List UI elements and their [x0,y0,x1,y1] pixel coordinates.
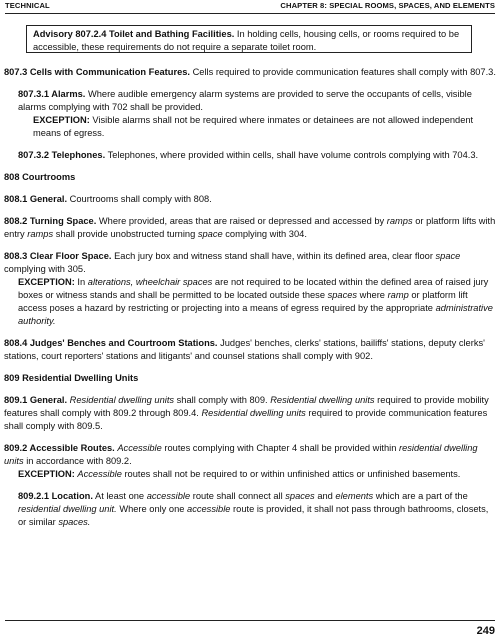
section-807-3 [4,66,496,79]
defined-term: Residential dwelling units [201,408,306,418]
section-808-1 [4,193,496,206]
running-header [5,1,495,13]
defined-term: ramp [387,290,409,300]
defined-term: administrative authority. [18,303,493,326]
section-807-3-title: 807.3 Cells with Communication Features. [4,67,190,77]
page-number: 249 [476,625,495,637]
section-807-3-1-title: 807.3.1 Alarms. [18,89,86,99]
defined-term: Residential dwelling units [69,395,175,405]
text-run: or platform lift access poses a hazard by restricting or projecting into a means of egress required by the appropriate [18,290,468,313]
exception-label: EXCEPTION: [18,277,75,287]
header-chapter-title: CHAPTER 8: SPECIAL ROOMS, SPACES, AND ELEMENTS [280,1,495,10]
defined-term: Accessible [117,443,162,453]
section-809-2-exception [4,468,496,481]
text-run: complying with 304. [225,229,307,239]
text-run: where [359,290,385,300]
defined-term: accessible [187,504,231,514]
section-808-3-title: 808.3 Clear Floor Space. [4,251,112,261]
section-808-2-title: 808.2 Turning Space. [4,216,97,226]
section-809-1 [4,394,496,433]
section-807-3-1-text: Where audible emergency alarm systems are provided to serve the occupants of cells, visible alarms complying with 702 shall be provided. [18,89,472,112]
defined-term: space [197,229,223,239]
section-809-2-1-title: 809.2.1 Location. [18,491,93,501]
section-809-1-title: 809.1 General. [4,395,68,405]
defined-term: Residential dwelling units [270,395,375,405]
section-807-3-text: Cells required to provide communication features shall comply with 807.3. [192,67,496,77]
text-run: Where only one [119,504,185,514]
section-808-3 [4,250,496,276]
text-run: shall comply with 809. [176,395,268,405]
advisory-title: Advisory 807.2.4 Toilet and Bathing Facilities. [33,29,235,39]
section-807-3-1 [4,88,496,114]
defined-term: ramps [386,216,413,226]
defined-term: residential dwelling units [4,443,478,466]
defined-term: residential dwelling unit. [18,504,117,514]
exception-text: Visible alarms shall not be required where inmates or detainees are not allowed independent means of egress. [33,115,474,138]
text-run: Where provided, areas that are raised or depressed and accessed by [98,216,385,226]
advisory-text: In holding cells, housing cells, or rooms required to be accessible, these requirements do not require a separate toilet room. [33,29,460,52]
text-run: complying with 305. [4,264,86,274]
section-808-4-text: Judges' benches, clerks' stations, bailiffs' stations, deputy clerks' stations, court reporters' stations and litigants' and counsel stations shall comply with 902. [4,338,485,361]
text-run: routes complying with Chapter 4 shall be provided within [164,443,397,453]
section-809-2-title: 809.2 Accessible Routes. [4,443,115,453]
text-run: shall provide unobstructed turning [55,229,196,239]
defined-term: spaces [327,290,358,300]
text-run: required to provide communication features shall comply with 809.5. [4,408,488,431]
defined-term: spaces [285,491,315,501]
exception-label: EXCEPTION: [33,115,90,125]
exception-label: EXCEPTION: [18,469,75,479]
advisory-box [26,25,472,53]
text-run: are not required to be located within the defined area of raised jury boxes or witness stands and shall be permitted to be located outside these [18,277,489,300]
section-808-2 [4,215,496,241]
defined-term: spaces. [58,517,91,527]
section-807-3-1-exception [4,114,496,140]
section-808-1-title: 808.1 General. [4,194,68,204]
section-808-heading: 808 Courtrooms [4,172,76,182]
section-807-3-2 [4,149,496,162]
defined-term: accessible [146,491,191,501]
text-run: In [77,277,86,287]
section-809-heading: 809 Residential Dwelling Units [4,373,139,383]
defined-term: elements [335,491,374,501]
text-run: At least one [95,491,145,501]
header-section-label: TECHNICAL [5,1,50,10]
text-run: or platform lifts with entry [4,216,496,239]
defined-term: Accessible [77,469,122,479]
header-rule [5,13,495,14]
section-807-3-2-title: 807.3.2 Telephones. [18,150,106,160]
text-run: route is provided, it shall not pass through bathrooms, closets, or similar [18,504,489,527]
section-808-4 [4,337,496,363]
section-809-2 [4,442,496,468]
text-run: required to provide mobility features shall comply with 809.2 through 809.4. [4,395,489,418]
defined-term: alterations, wheelchair spaces [87,277,213,287]
text-run: in accordance with 809.2. [26,456,132,466]
text-run: and [317,491,333,501]
section-808-3-exception [4,276,496,328]
section-809-2-1 [4,490,496,529]
section-808-1-text: Courtrooms shall comply with 808. [69,194,212,204]
text-run: route shall connect all [192,491,283,501]
section-807-3-2-text: Telephones, where provided within cells, shall have volume controls complying with 704.3. [107,150,479,160]
footer-rule [5,620,495,621]
document-body [4,66,496,529]
text-run: which are a part of the [375,491,468,501]
defined-term: space [435,251,461,261]
defined-term: ramps [27,229,54,239]
text-run: routes shall not be required to or within unfinished attics or unfinished basements. [124,469,461,479]
text-run: Each jury box and witness stand shall have, within its defined area, clear floor [114,251,433,261]
section-808-4-title: 808.4 Judges' Benches and Courtroom Stations. [4,338,218,348]
